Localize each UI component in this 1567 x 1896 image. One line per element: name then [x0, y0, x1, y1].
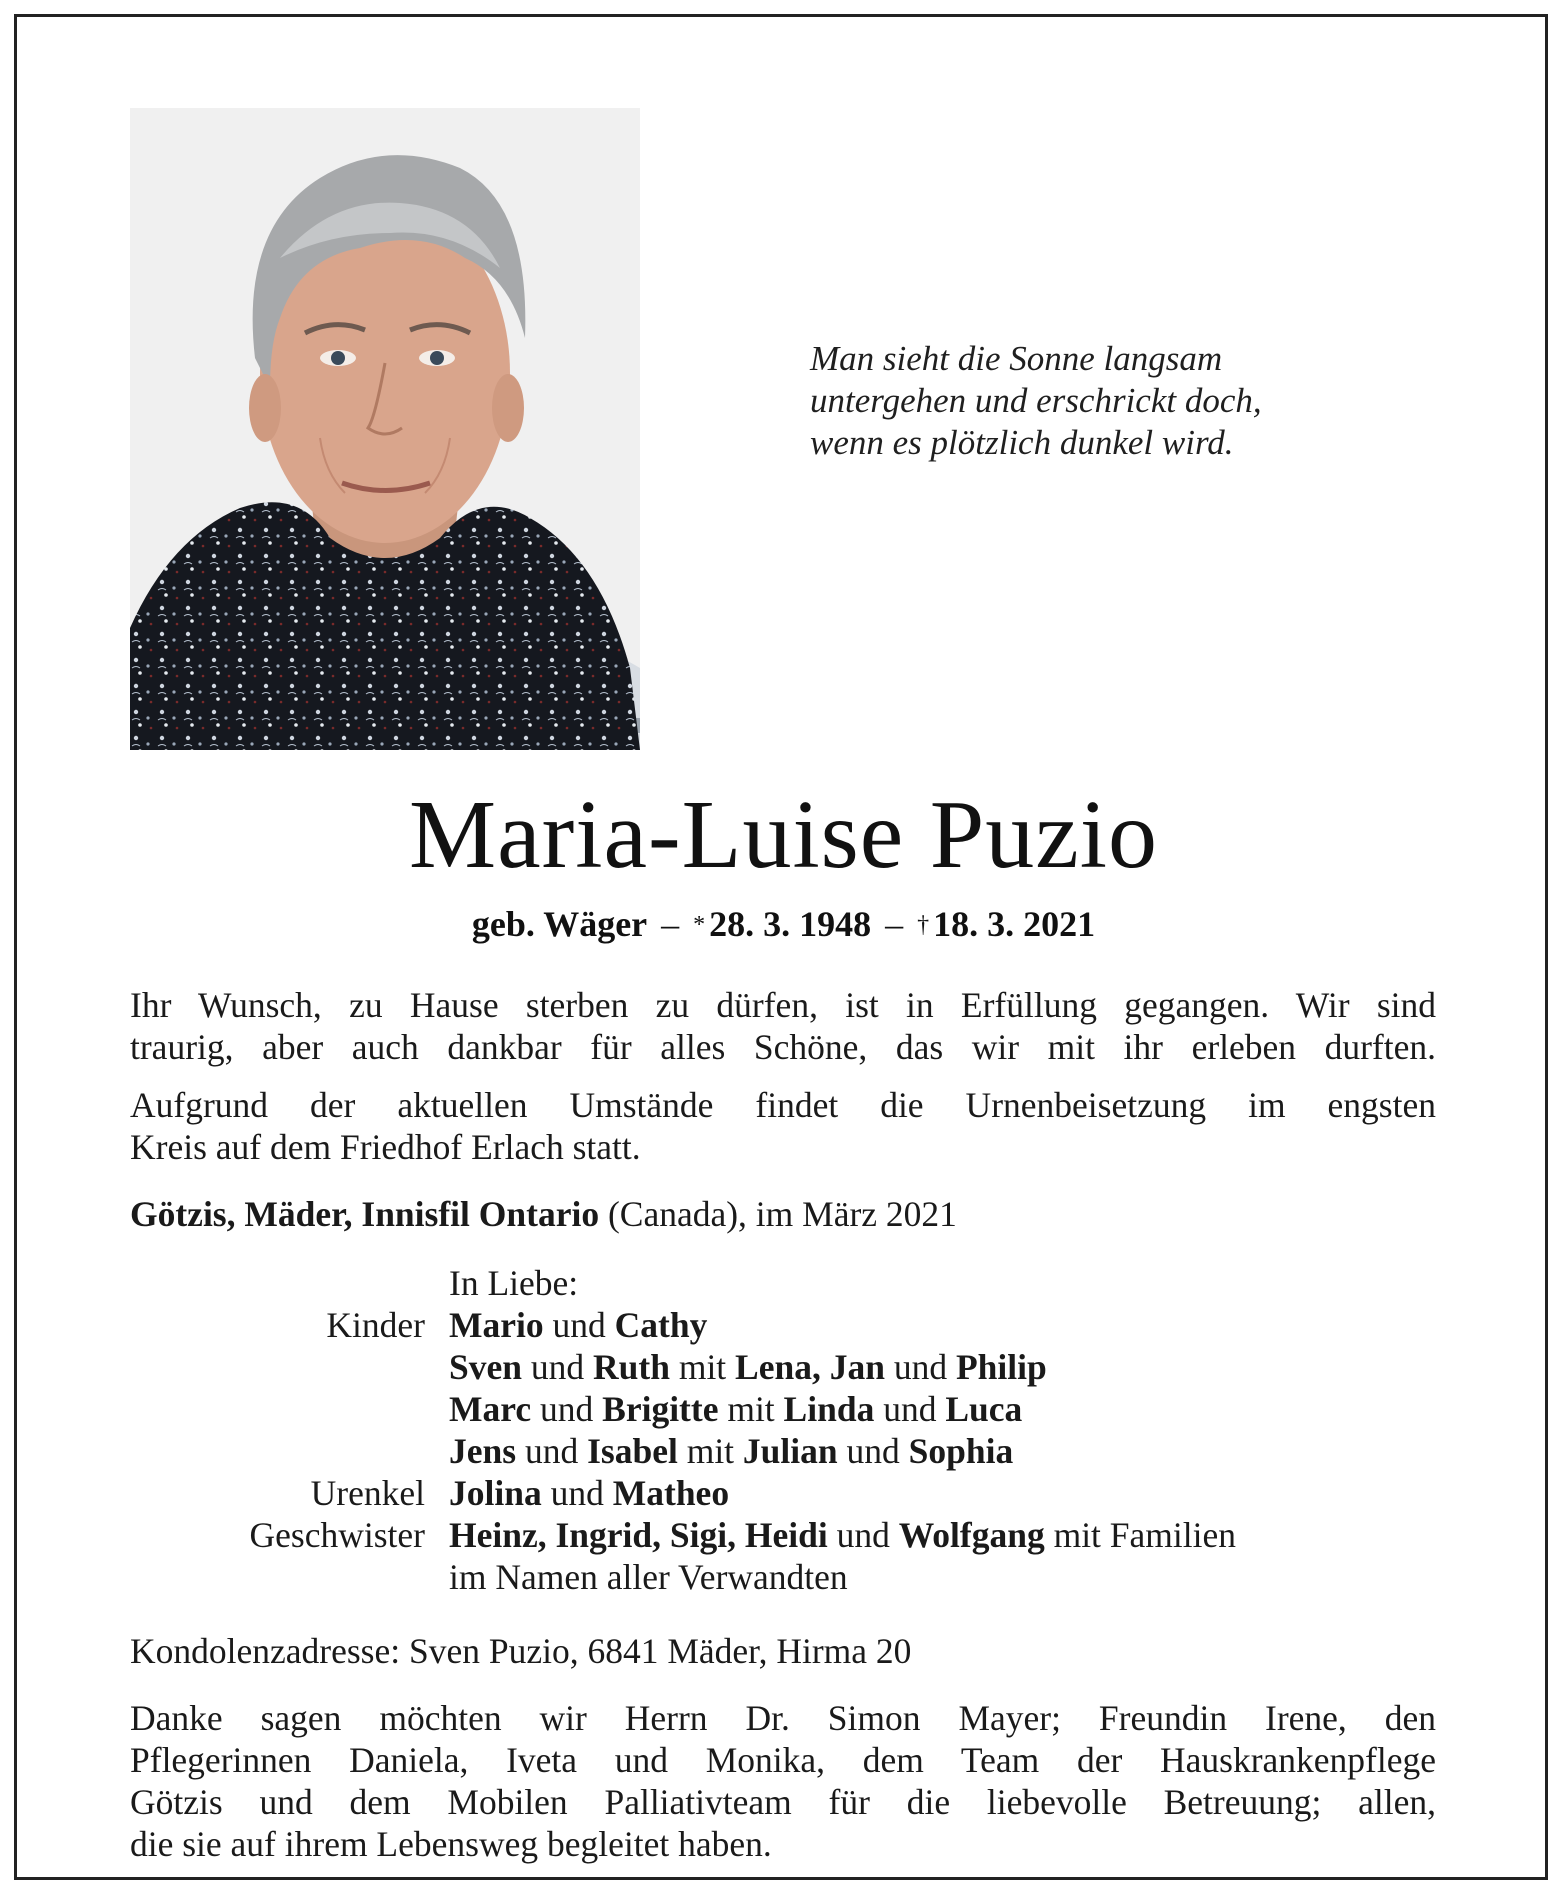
paragraph-wish	[130, 984, 1436, 1068]
family-member-name: Isabel	[587, 1431, 678, 1471]
motto-line: wenn es plötzlich dunkel wird.	[810, 423, 1234, 462]
family-members	[449, 1304, 707, 1346]
family-member-name: Jens	[449, 1431, 517, 1471]
family-connector: und	[522, 1347, 593, 1387]
paragraph-line: Aufgrund der aktuellen Umstände findet die Urnenbeisetzung im engsten	[130, 1085, 1436, 1125]
family-members	[449, 1472, 729, 1514]
paragraph-burial	[130, 1084, 1436, 1168]
birth-symbol: *	[693, 912, 706, 938]
condolence-address: Kondolenzadresse: Sven Puzio, 6841 Mäder, Hirma 20	[130, 1631, 912, 1671]
place-and-date	[130, 1193, 957, 1235]
family-members	[449, 1430, 1013, 1472]
family-member-name: Sven	[449, 1347, 522, 1387]
family-member-name: Mario	[449, 1305, 544, 1345]
family-label	[130, 1388, 449, 1430]
family-row	[130, 1388, 1450, 1430]
paragraph-line: Danke sagen möchten wir Herrn Dr. Simon Mayer; Freundin Irene, den	[130, 1698, 1436, 1738]
family-member-name: Heinz, Ingrid, Sigi, Heidi	[449, 1515, 828, 1555]
motto-line: untergehen und erschrickt doch,	[810, 381, 1262, 420]
dash-separator: –	[661, 904, 680, 944]
family-row	[130, 1346, 1450, 1388]
family-list	[130, 1262, 1450, 1598]
family-member-name: Sophia	[908, 1431, 1014, 1471]
family-connector: mit Familien	[1044, 1515, 1237, 1555]
family-row	[130, 1430, 1450, 1472]
family-member-name: Jolina	[449, 1473, 542, 1513]
family-intro-row	[130, 1262, 1450, 1304]
paragraph-line: Kreis auf dem Friedhof Erlach statt.	[130, 1127, 641, 1167]
family-row	[130, 1472, 1450, 1514]
place-names: Götzis, Mäder, Innisfil Ontario	[130, 1194, 600, 1234]
maiden-name: geb. Wäger	[471, 904, 648, 944]
paragraph-line: Pflegerinnen Daniela, Iveta und Monika, dem Team der Hauskrankenpflege	[130, 1740, 1436, 1780]
family-member-name: Brigitte	[602, 1389, 719, 1429]
family-member-name: Lena, Jan	[735, 1347, 885, 1387]
motto-line: Man sieht die Sonne langsam	[810, 339, 1223, 378]
family-label	[130, 1556, 449, 1598]
family-connector: und	[543, 1305, 615, 1345]
family-member-name: Matheo	[612, 1473, 730, 1513]
family-member-name: Linda	[783, 1389, 875, 1429]
family-connector: mit	[718, 1389, 784, 1429]
family-row	[130, 1556, 1450, 1598]
family-label: Kinder	[326, 1305, 425, 1345]
deceased-name: Maria-Luise Puzio	[408, 781, 1159, 889]
family-connector: und	[874, 1389, 946, 1429]
family-intro: In Liebe:	[449, 1263, 579, 1303]
dash-separator: –	[885, 904, 904, 944]
family-member-name: Philip	[955, 1347, 1047, 1387]
death-date: 18. 3. 2021	[933, 904, 1096, 944]
family-member-name: Wolfgang	[898, 1515, 1045, 1555]
birth-date: 28. 3. 1948	[709, 904, 872, 944]
family-connector: und	[827, 1515, 899, 1555]
place-rest: (Canada), im März 2021	[599, 1194, 957, 1234]
family-member-name: Cathy	[614, 1305, 708, 1345]
family-member-name: Julian	[742, 1431, 838, 1471]
paragraph-thanks	[130, 1697, 1436, 1865]
family-members	[449, 1514, 1236, 1556]
paragraph-line: die sie auf ihrem Lebensweg begleitet haben.	[130, 1824, 772, 1864]
family-label	[130, 1346, 449, 1388]
family-members	[449, 1388, 1022, 1430]
family-connector: und	[541, 1473, 613, 1513]
family-label	[130, 1262, 449, 1304]
portrait-photo	[130, 108, 640, 750]
motto-quote	[810, 338, 1410, 464]
family-row	[130, 1514, 1450, 1556]
family-connector: mit	[677, 1431, 743, 1471]
paragraph-line: Ihr Wunsch, zu Hause sterben zu dürfen, ist in Erfüllung gegangen. Wir sind	[130, 985, 1436, 1025]
family-members	[449, 1346, 1047, 1388]
family-connector: und	[516, 1431, 588, 1471]
family-member-name: Luca	[945, 1389, 1023, 1429]
paragraph-line: Götzis und dem Mobilen Palliativteam für die liebevolle Betreuung; allen,	[130, 1782, 1436, 1822]
family-label: Urenkel	[310, 1473, 425, 1513]
paragraph-line: traurig, aber auch dankbar für alles Schöne, das wir mit ihr erleben durften.	[130, 1027, 1436, 1067]
family-connector: und	[531, 1389, 603, 1429]
death-symbol: †	[917, 912, 930, 938]
family-member-name: Marc	[449, 1389, 532, 1429]
family-connector: und	[884, 1347, 956, 1387]
family-label	[130, 1430, 449, 1472]
family-members	[449, 1556, 848, 1598]
family-row	[130, 1304, 1450, 1346]
family-connector: im Namen aller Verwandten	[449, 1557, 848, 1597]
life-dates	[0, 902, 1567, 951]
family-label: Geschwister	[249, 1515, 425, 1555]
family-connector: mit	[669, 1347, 736, 1387]
family-member-name: Ruth	[593, 1347, 670, 1387]
family-connector: und	[837, 1431, 909, 1471]
